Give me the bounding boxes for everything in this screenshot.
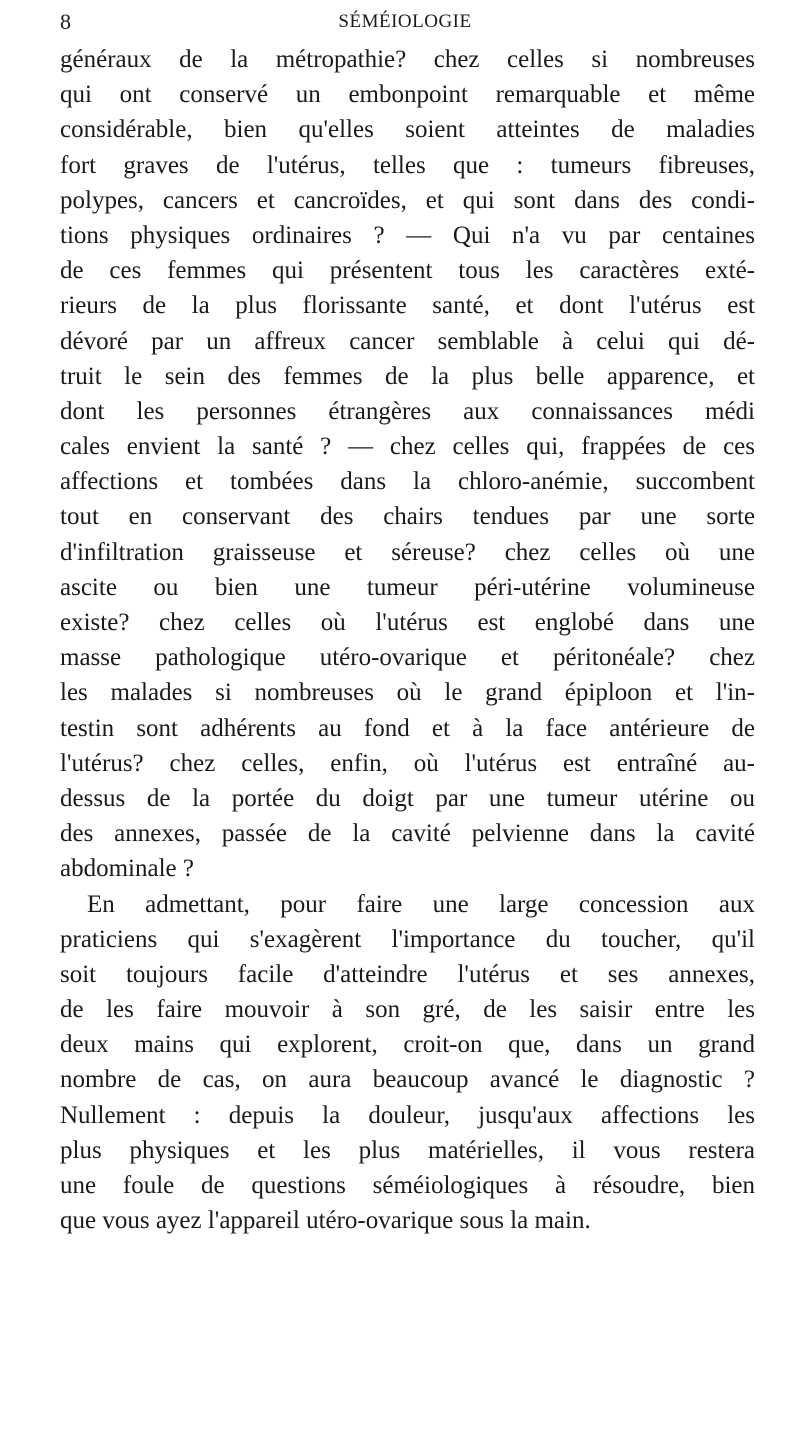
text-line: qui ont conservé un embonpoint remarquable et même xyxy=(60,81,755,109)
text-line: une foule de questions séméiologiques à résoudre, bien xyxy=(60,1172,755,1199)
text-line: généraux de la métropathie? chez celles si nombreuses xyxy=(60,46,755,73)
text-line: nombre de cas, on aura beaucoup avancé le diagnostic ? xyxy=(60,1066,755,1094)
text-line: de ces femmes qui présentent tous les caractères exté- xyxy=(60,257,755,285)
text-line: masse pathologique utéro-ovarique et péritonéale? chez xyxy=(60,644,755,672)
paragraph-end-line: abdominale ? xyxy=(60,855,194,883)
text-line: truit le sein des femmes de la plus belle apparence, et xyxy=(60,362,755,390)
page-number: 8 xyxy=(60,9,71,34)
text-line: soit toujours facile d'atteindre l'utérus et ses annexes, xyxy=(60,960,755,988)
text-line: testin sont adhérents au fond et à la face antérieure de xyxy=(60,714,755,742)
text-line: rieurs de la plus florissante santé, et dont l'utérus est xyxy=(60,292,755,320)
text-line: deux mains qui explorent, croit-on que, dans un grand xyxy=(60,1031,755,1059)
text-line: dont les personnes étrangères aux connaissances médi xyxy=(60,397,755,425)
text-line: affections et tombées dans la chloro-anémie, succombent xyxy=(60,468,755,496)
paragraph-end-line: que vous ayez l'appareil utéro-ovarique sous la main. xyxy=(60,1207,591,1235)
text-line: existe? chez celles où l'utérus est englobé dans une xyxy=(60,609,755,636)
body-text xyxy=(60,42,755,1238)
text-line: cales envient la santé ? — chez celles qui, frappées de ces xyxy=(60,433,755,461)
text-line: tions physiques ordinaires ? — Qui n'a vu par centaines xyxy=(60,221,755,249)
text-line: dévoré par un affreux cancer semblable à celui qui dé- xyxy=(60,327,755,355)
text-line: ascite ou bien une tumeur péri-utérine volumineuse xyxy=(60,573,755,601)
text-line: praticiens qui s'exagèrent l'importance du toucher, qu'il xyxy=(60,925,755,953)
text-line: fort graves de l'utérus, telles que : tumeurs fibreuses, xyxy=(60,151,755,179)
text-line: dessus de la portée du doigt par une tumeur utérine ou xyxy=(60,784,755,812)
text-line: Nullement : depuis la douleur, jusqu'aux affections les xyxy=(60,1101,755,1129)
running-title: SÉMÉIOLOGIE xyxy=(338,11,472,32)
running-header xyxy=(60,8,750,36)
text-line: de les faire mouvoir à son gré, de les saisir entre les xyxy=(60,996,755,1024)
text-line: des annexes, passée de la cavité pelvienne dans la cavité xyxy=(60,820,755,848)
text-line: tout en conservant des chairs tendues par une sorte xyxy=(60,503,755,531)
text-line: polypes, cancers et cancroïdes, et qui sont dans des condi- xyxy=(60,186,755,214)
text-line: l'utérus? chez celles, enfin, où l'utérus est entraîné au- xyxy=(60,749,755,777)
text-line: plus physiques et les plus matérielles, il vous restera xyxy=(60,1136,755,1164)
text-line: considérable, bien qu'elles soient atteintes de maladies xyxy=(60,116,755,144)
text-line: d'infiltration graisseuse et séreuse? chez celles où une xyxy=(60,538,755,566)
text-line: les malades si nombreuses où le grand épiploon et l'in- xyxy=(60,679,755,707)
paragraph-start-line: En admettant, pour faire une large concession aux xyxy=(87,890,755,918)
